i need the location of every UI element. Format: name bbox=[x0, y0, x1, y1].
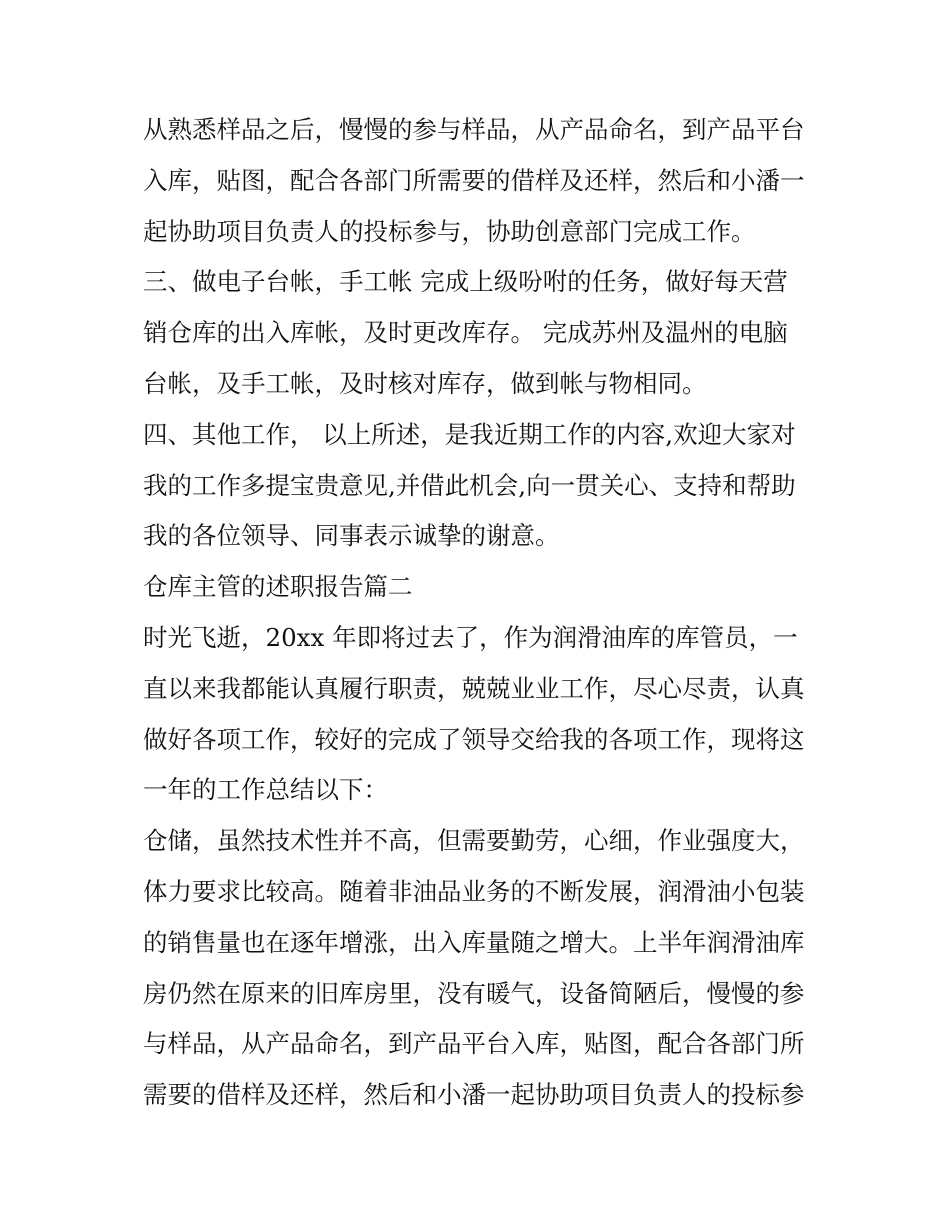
text-line: 房仍然在原来的旧库房里，没有暖气，设备简陋后，慢慢的参 bbox=[143, 978, 805, 1008]
text-line: 从熟悉样品之后，慢慢的参与样品，从产品命名，到产品平台 bbox=[143, 115, 805, 144]
text-line: 台帐，及手工帐，及时核对库存，做到帐与物相同。 bbox=[143, 368, 707, 398]
text-line: 销仓库的出入库帐，及时更改库存。 完成苏州及温州的电脑 bbox=[143, 318, 788, 348]
text-line: 我的工作多提宝贵意见,并借此机会,向一贯关心、支持和帮助 bbox=[143, 470, 796, 500]
text-line: 起协助项目负责人的投标参与，协助创意部门完成工作。 bbox=[143, 216, 756, 246]
text-line: 与样品，从产品命名，到产品平台入库，贴图，配合各部门所 bbox=[143, 1029, 805, 1059]
text-line: 一年的工作总结以下： bbox=[143, 775, 388, 805]
text-line: 的销售量也在逐年增涨，出入库量随之增大。上半年润滑油库 bbox=[143, 927, 805, 957]
text-line: 我的各位领导、同事表示诚挚的谢意。 bbox=[143, 521, 560, 551]
document-page bbox=[143, 105, 823, 1121]
section-heading: 仓库主管的述职报告篇二 bbox=[143, 572, 413, 602]
text-line: 直以来我都能认真履行职责，兢兢业业工作，尽心尽责，认真 bbox=[143, 673, 805, 703]
text-line: 需要的借样及还样，然后和小潘一起协助项目负责人的投标参 bbox=[143, 1080, 805, 1110]
text-line: 入库，贴图，配合各部门所需要的借样及还样，然后和小潘一 bbox=[143, 165, 805, 195]
text-line: 四、其他工作， 以上所述，是我近期工作的内容,欢迎大家对 bbox=[143, 419, 796, 449]
text-line: 做好各项工作，较好的完成了领导交给我的各项工作，现将这 bbox=[143, 724, 805, 754]
text-line: 仓储，虽然技术性并不高，但需要勤劳，心细，作业强度大， bbox=[143, 826, 805, 856]
text-line: 三、做电子台帐，手工帐 完成上级吩咐的任务，做好每天营 bbox=[143, 267, 788, 297]
text-line: 时光飞逝，20xx 年即将过去了，作为润滑油库的库管员，一 bbox=[143, 622, 798, 652]
text-line: 体力要求比较高。随着非油品业务的不断发展，润滑油小包装 bbox=[143, 876, 805, 906]
